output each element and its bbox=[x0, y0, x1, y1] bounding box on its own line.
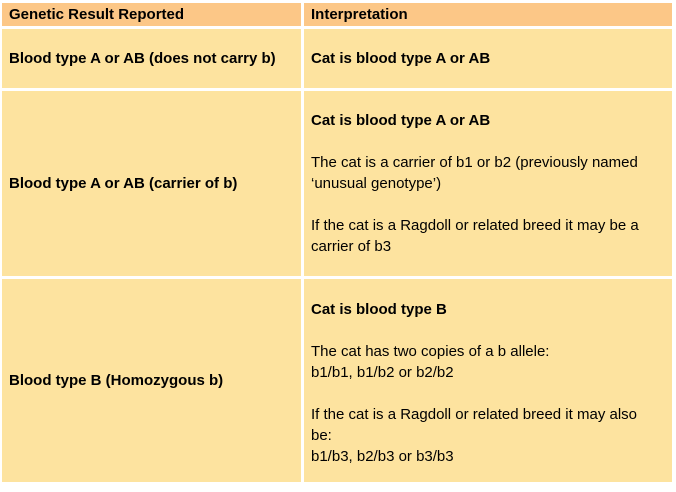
interpretation-text: carrier of b3 bbox=[311, 238, 392, 255]
interpretation-cell bbox=[304, 279, 672, 485]
interpretation-heading: Cat is blood type A or AB bbox=[311, 50, 491, 67]
table-header-row bbox=[2, 3, 672, 29]
result-cell: Blood type A or AB (carrier of b) bbox=[2, 91, 304, 279]
interpretation-text: The cat has two copies of a b allele: bbox=[311, 343, 550, 360]
interpretation-text: be: bbox=[311, 427, 332, 444]
result-cell: Blood type A or AB (does not carry b) bbox=[2, 29, 304, 91]
interpretation-text: The cat is a carrier of b1 or b2 (previously named bbox=[311, 154, 638, 171]
interpretation-cell bbox=[304, 29, 672, 91]
table-row bbox=[2, 29, 672, 91]
interpretation-text: If the cat is a Ragdoll or related breed it may be a bbox=[311, 217, 639, 234]
header-genetic-result: Genetic Result Reported bbox=[2, 3, 304, 29]
table-row bbox=[2, 279, 672, 485]
genetic-results-table bbox=[2, 3, 672, 485]
header-interpretation: Interpretation bbox=[304, 3, 672, 29]
interpretation-heading: Cat is blood type B bbox=[311, 301, 447, 318]
result-cell: Blood type B (Homozygous b) bbox=[2, 279, 304, 485]
interpretation-text: If the cat is a Ragdoll or related breed it may also bbox=[311, 406, 638, 423]
interpretation-text: ‘unusual genotype’) bbox=[311, 175, 442, 192]
interpretation-text: b1/b3, b2/b3 or b3/b3 bbox=[311, 448, 454, 465]
interpretation-cell bbox=[304, 91, 672, 279]
table-row bbox=[2, 91, 672, 279]
interpretation-text: b1/b1, b1/b2 or b2/b2 bbox=[311, 364, 454, 381]
interpretation-heading: Cat is blood type A or AB bbox=[311, 112, 491, 129]
